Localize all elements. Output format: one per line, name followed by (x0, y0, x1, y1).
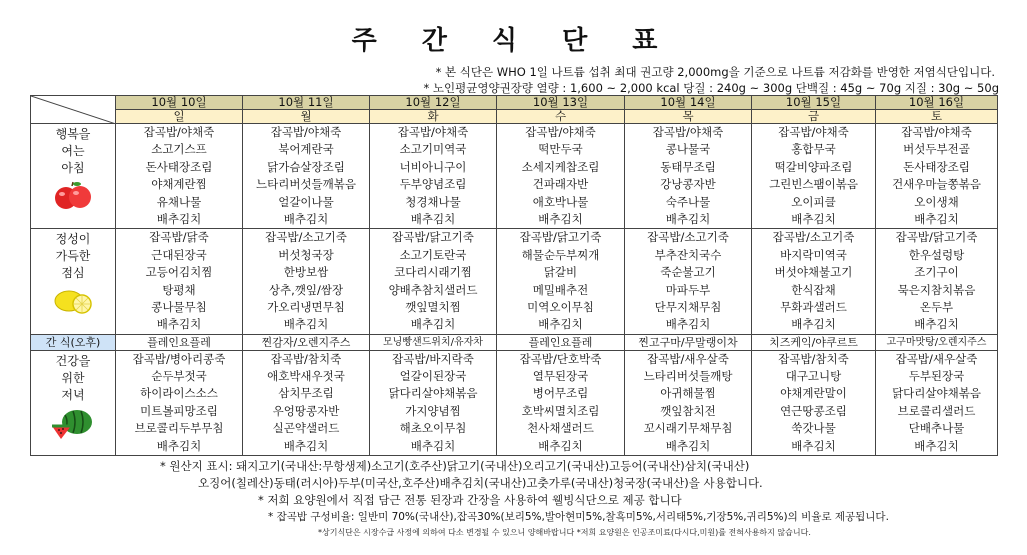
menu-item: 건새우마늘쫑볶음 (892, 177, 981, 192)
dinner-cell (497, 350, 625, 455)
menu-item: 잡곡밥/닭고기죽 (392, 230, 474, 245)
day-cell: 월 (243, 110, 370, 124)
menu-item: 잡곡밥/새우살죽 (647, 351, 729, 366)
day-cell: 일 (116, 110, 243, 124)
menu-item: 숙주나물 (665, 194, 711, 209)
dinner-row (31, 350, 998, 455)
menu-item: 쑥갓나물 (791, 421, 836, 436)
lunch-cell (243, 229, 370, 334)
menu-item: 콩나물국 (665, 142, 711, 157)
menu-item: 버섯야채불고기 (774, 265, 853, 280)
menu-item: 열무된장국 (532, 369, 589, 384)
menu-item: 온두부 (919, 299, 954, 314)
snack-cell: 찐고구마/무말랭이차 (625, 334, 752, 350)
menu-item: 연근땅콩조림 (780, 403, 847, 418)
menu-item: 삼치무조림 (278, 386, 334, 401)
menu-item: 배추김치 (791, 211, 836, 226)
dinner-label (31, 350, 116, 455)
day-cell: 토 (876, 110, 998, 124)
snack-cell: 치즈케익/야쿠르트 (752, 334, 876, 350)
dinner-cell (243, 350, 370, 455)
menu-item: 배추김치 (538, 317, 583, 332)
menu-item: 잡곡밥/바지락죽 (392, 351, 474, 366)
breakfast-cell (752, 124, 876, 229)
menu-item: 잡곡밥/닭죽 (149, 230, 209, 245)
lunch-cell (116, 229, 243, 334)
snack-label: 간 식(오후) (31, 334, 116, 350)
meal-label-line: 가득한 (55, 249, 91, 264)
menu-item: 아귀해물찜 (660, 386, 716, 401)
menu-item: 홍합무국 (791, 142, 836, 157)
menu-item: 소고기미역국 (399, 142, 467, 157)
menu-item: 배추김치 (791, 317, 836, 332)
menu-item: 양배추참치샐러드 (388, 282, 478, 297)
menu-item: 잡곡밥/소고기죽 (265, 230, 347, 245)
menu-item: 잡곡밥/닭고기죽 (519, 230, 602, 245)
dinner-cell (625, 350, 752, 455)
snack-row (31, 334, 998, 350)
menu-item: 해물순두부찌개 (521, 247, 600, 262)
lunch-cell (370, 229, 497, 334)
menu-item: 닭갈비 (543, 265, 578, 280)
meal-label-line: 정성이 (55, 232, 91, 247)
menu-item: 배추김치 (283, 317, 329, 332)
date-cell: 10월 12일 (370, 96, 497, 110)
breakfast-row (31, 124, 998, 229)
snack-cell: 모닝빵샌드위치/유자차 (370, 334, 497, 350)
menu-item: 애호박새우젓국 (267, 369, 345, 384)
menu-item: 배추김치 (914, 438, 959, 453)
nutrition-note: * 노인평균영양권장량 열량 : 1,600 ~ 2,000 kcal 당질 : 240g ~ 300g 단백질 : 45g ~ 70g 지질 : 30g ~ 50g (423, 81, 999, 95)
snack-cell: 찐감자/오렌지주스 (243, 334, 370, 350)
breakfast-cell (497, 124, 625, 229)
corner-cell (31, 96, 116, 124)
menu-item: 소세지케찹조림 (521, 159, 600, 174)
menu-item: 단배추나물 (908, 421, 965, 436)
day-cell: 목 (625, 110, 752, 124)
menu-item: 순두부젓국 (151, 369, 207, 384)
page-title: 주 간 식 단 표 (351, 26, 676, 56)
lunch-cell (497, 229, 625, 334)
menu-item: 깻잎멸치찜 (405, 299, 461, 314)
snack-cell: 플레인요플레 (497, 334, 625, 350)
menu-item: 잡곡밥/참치죽 (778, 351, 849, 366)
date-cell: 10월 10일 (116, 96, 243, 110)
menu-item: 오이생채 (914, 194, 959, 209)
menu-item: 배추김치 (156, 317, 202, 332)
meal-label-line: 행복을 (55, 127, 91, 141)
menu-item: 배추김치 (410, 438, 456, 453)
menu-item: 배추김치 (914, 317, 959, 332)
lunch-row (31, 229, 998, 334)
menu-item: 돈사태장조림 (903, 159, 970, 174)
menu-item: 잡곡밥/야채죽 (652, 125, 724, 139)
grain-ratio-note: * 잡곡밥 구성비율: 일반미 70%(국내산),잡곡30%(보리5%,발아현미5%,찰흑미5%,서리태5%,기장5%,귀리5%)의 비율로 제공됩니다. (268, 511, 889, 523)
menu-item: 코다리시래기찜 (394, 265, 472, 280)
dinner-cell (370, 350, 497, 455)
menu-item: 부추잔치국수 (654, 247, 722, 262)
meal-label-line: 아침 (61, 161, 85, 175)
menu-item: 잡곡밥/야채죽 (397, 125, 469, 139)
menu-item: 콩나물무침 (151, 299, 207, 314)
menu-item: 배추김치 (665, 438, 711, 453)
meal-label-line: 저녁 (61, 387, 85, 402)
day-cell: 화 (370, 110, 497, 124)
meal-label-line: 위한 (61, 370, 85, 385)
menu-item: 상추,깻잎/쌈장 (268, 282, 344, 297)
menu-item: 브로콜리샐러드 (897, 403, 976, 418)
menu-item: 느타리버섯들깨탕 (643, 369, 733, 384)
menu-item: 닭다리살야채볶음 (388, 386, 478, 401)
dinner-cell (116, 350, 243, 455)
menu-item: 야채계란말이 (780, 386, 847, 401)
menu-item: 잡곡밥/소고기죽 (772, 230, 855, 245)
menu-item: 하이라이스소스 (140, 386, 218, 401)
menu-item: 건파래자반 (532, 177, 589, 192)
menu-item: 떡갈비양파조림 (774, 159, 853, 174)
lunch-label (31, 229, 116, 334)
menu-item: 배추김치 (156, 211, 202, 226)
menu-item: 탕평채 (162, 282, 196, 297)
menu-item: 얼갈이된장국 (399, 369, 467, 384)
menu-item: 실곤약샐러드 (272, 421, 340, 436)
menu-item: 잡곡밥/새우살죽 (895, 351, 978, 366)
menu-item: 잡곡밥/야채죽 (270, 125, 342, 139)
menu-item: 배추김치 (665, 317, 711, 332)
meal-label-line: 건강을 (55, 353, 91, 368)
menu-item: 한방보쌈 (283, 265, 329, 280)
menu-item: 유채나물 (156, 194, 202, 209)
snack-cell: 고구마맛탕/오렌지주스 (876, 334, 998, 350)
date-cell: 10월 13일 (497, 96, 625, 110)
breakfast-cell (876, 124, 998, 229)
menu-item: 마파두부 (665, 282, 711, 297)
menu-item: 천사채샐러드 (527, 421, 594, 436)
menu-item: 배추김치 (410, 317, 456, 332)
menu-item: 닭가슴살장조림 (267, 159, 345, 174)
diagonal-line (31, 96, 116, 124)
menu-item: 가지양념찜 (405, 403, 461, 418)
menu-item: 배추김치 (538, 211, 583, 226)
menu-item: 야채계란찜 (151, 177, 207, 192)
menu-item: 조기구이 (914, 265, 959, 280)
menu-item: 잡곡밥/야채죽 (901, 125, 972, 139)
menu-item: 잡곡밥/야채죽 (778, 125, 849, 139)
menu-item: 버섯두부전골 (903, 142, 970, 157)
menu-item: 잡곡밥/야채죽 (143, 125, 215, 139)
origin-note-continued: 오징어(칠레산)동태(러시아)두부(미국산,호주산)배추김치(국내산)고춧가루(국내산)청국장(국내산)을 사용합니다. (198, 476, 763, 490)
menu-item: 단무지채무침 (654, 299, 722, 314)
menu-item: 브로콜리두부무침 (134, 421, 224, 436)
menu-item: 꼬시래기무채무침 (643, 421, 733, 436)
breakfast-cell (243, 124, 370, 229)
breakfast-cell (116, 124, 243, 229)
menu-item: 두부된장국 (908, 369, 965, 384)
menu-item: 잡곡밥/병아리콩죽 (132, 351, 226, 366)
lunch-cell (876, 229, 998, 334)
menu-item: 배추김치 (538, 438, 583, 453)
menu-item: 배추김치 (283, 211, 329, 226)
menu-item: 묵은지참치볶음 (897, 282, 976, 297)
watermelon-icon (49, 406, 97, 440)
date-cell: 10월 11일 (243, 96, 370, 110)
date-cell: 10월 16일 (876, 96, 998, 110)
dinner-cell (752, 350, 876, 455)
menu-item: 잡곡밥/닭고기죽 (895, 230, 978, 245)
menu-item: 버섯청국장 (278, 247, 334, 262)
sodium-note: * 본 식단은 WHO 1일 나트륨 섭취 최대 권고량 2,000mg을 기준으로 나트륨 저감화를 반영한 저염식단입니다. (435, 65, 995, 79)
date-header-row (31, 96, 998, 110)
day-cell: 수 (497, 110, 625, 124)
breakfast-cell (625, 124, 752, 229)
lunch-cell (625, 229, 752, 334)
date-cell: 10월 14일 (625, 96, 752, 110)
menu-item: 한우설렁탕 (908, 247, 965, 262)
menu-item: 배추김치 (791, 438, 836, 453)
menu-item: 돈사태장조림 (145, 159, 213, 174)
menu-item: 오이피클 (791, 194, 836, 209)
apple-icon (51, 179, 95, 211)
menu-item: 닭다리살야채볶음 (892, 386, 981, 401)
menu-item: 미트볼피망조림 (140, 403, 218, 418)
breakfast-label (31, 124, 116, 229)
menu-item: 애호박나물 (532, 194, 589, 209)
menu-item: 배추김치 (914, 211, 959, 226)
menu-item: 잡곡밥/소고기죽 (647, 230, 729, 245)
day-cell: 금 (752, 110, 876, 124)
menu-item: 배추김치 (665, 211, 711, 226)
menu-item: 느타리버섯들깨볶음 (256, 177, 356, 192)
menu-item: 바지락미역국 (780, 247, 847, 262)
menu-item: 메밀배추전 (532, 282, 589, 297)
menu-item: 고등어김치찜 (145, 265, 213, 280)
menu-item: 병어무조림 (532, 386, 589, 401)
menu-item: 무화과샐러드 (780, 299, 847, 314)
menu-item: 배추김치 (156, 438, 202, 453)
menu-item: 근대된장국 (151, 247, 207, 262)
menu-item: 잡곡밥/야채죽 (525, 125, 596, 139)
menu-item: 죽순불고기 (660, 265, 716, 280)
lunch-cell (752, 229, 876, 334)
menu-item: 떡만두국 (538, 142, 583, 157)
origin-note: * 원산지 표시: 돼지고기(국내산:무항생제)소고기(호주산)닭고기(국내산)오리고기(국내산)고등어(국내산)삼치(국내산) (160, 459, 750, 473)
day-header-row (31, 110, 998, 124)
menu-item: 강낭콩자반 (660, 177, 716, 192)
disclaimer-note: *상기식단은 시장수급 사정에 의하여 다소 변경될 수 있으니 양해바랍니다 *저희 요양원은 인공조미료(다시다,미원)를 전혀사용하지 않습니다. (318, 528, 811, 537)
lemon-icon (51, 284, 95, 316)
menu-item: 가오리냉면무침 (267, 299, 345, 314)
menu-item: 소고기스프 (151, 142, 207, 157)
menu-item: 해초오이무침 (399, 421, 467, 436)
menu-item: 우엉땅콩자반 (272, 403, 340, 418)
menu-item: 너비아니구이 (399, 159, 467, 174)
dinner-cell (876, 350, 998, 455)
weekly-menu-table (30, 95, 998, 456)
menu-item: 동태무조림 (660, 159, 716, 174)
breakfast-cell (370, 124, 497, 229)
menu-item: 잡곡밥/단호박죽 (519, 351, 602, 366)
menu-item: 청경채나물 (405, 194, 461, 209)
menu-item: 호박씨멸치조림 (521, 403, 600, 418)
menu-item: 두부양념조림 (399, 177, 467, 192)
menu-item: 그린빈스팸이볶음 (769, 177, 858, 192)
menu-item: 배추김치 (410, 211, 456, 226)
menu-item: 대구고니탕 (785, 369, 842, 384)
snack-cell: 플레인요플레 (116, 334, 243, 350)
menu-item: 미역오이무침 (527, 299, 594, 314)
date-cell: 10월 15일 (752, 96, 876, 110)
menu-item: 잡곡밥/참치죽 (270, 351, 342, 366)
sauce-note: * 저희 요양원에서 직접 담근 전통 된장과 간장을 사용하여 웰빙식단으로 제공 합니다 (258, 493, 682, 507)
menu-item: 얼갈이나물 (278, 194, 334, 209)
menu-item: 배추김치 (283, 438, 329, 453)
menu-item: 북어계란국 (278, 142, 334, 157)
menu-item: 한식잡채 (791, 282, 836, 297)
menu-item: 소고기토란국 (399, 247, 467, 262)
meal-label-line: 여는 (61, 144, 85, 158)
menu-item: 깻잎참치전 (660, 403, 716, 418)
meal-label-line: 점심 (61, 266, 85, 281)
